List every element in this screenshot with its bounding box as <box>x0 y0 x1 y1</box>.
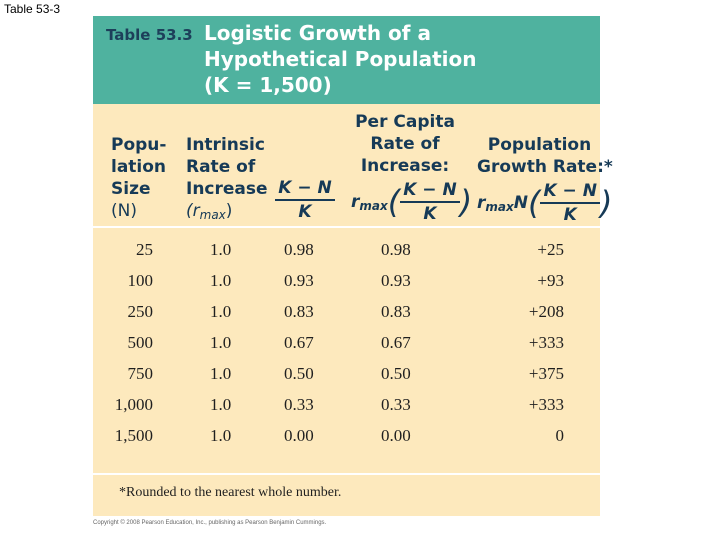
cell-k-minus-n: 0.50 <box>284 364 314 383</box>
cell-growth-rate: +333 <box>528 333 564 352</box>
header-text: Size <box>111 179 151 199</box>
header-text: Intrinsic <box>186 135 265 155</box>
rmax-symbol: (r <box>186 201 200 221</box>
column-header-intrinsic-rate <box>186 134 268 226</box>
cell-per-capita-rate: 0.93 <box>381 271 411 290</box>
header-text: Popu- <box>111 135 167 155</box>
cell-population-size: 500 <box>127 333 153 352</box>
cell-intrinsic-rate: 1.0 <box>210 302 232 321</box>
k-minus-n-fraction <box>540 180 599 226</box>
rmax-symbol: r <box>477 193 486 213</box>
cell-per-capita-rate: 0.33 <box>381 395 411 414</box>
cell-intrinsic-rate: 1.0 <box>210 271 232 290</box>
cell-per-capita-rate: 0.67 <box>381 333 411 352</box>
header-text: Rate of <box>186 157 256 177</box>
growth-formula <box>477 180 613 226</box>
cell-k-minus-n: 0.98 <box>284 240 314 259</box>
table-row <box>93 302 600 333</box>
table-row <box>93 395 600 426</box>
cell-k-minus-n: 0.33 <box>284 395 314 414</box>
cell-growth-rate: +208 <box>528 302 564 321</box>
rmax-close-paren: ) <box>225 201 233 221</box>
table-footnote: *Rounded to the nearest whole number. <box>119 485 342 500</box>
column-header-per-capita-rate <box>351 111 473 225</box>
rmax-subscript: max <box>359 199 388 213</box>
column-header-population-size <box>111 134 166 222</box>
cell-population-size: 25 <box>136 240 153 259</box>
rmax-subscript: max <box>485 200 514 214</box>
table-header-banner <box>93 16 600 104</box>
column-header-k-minus-n <box>272 177 338 223</box>
header-text: Increase <box>186 179 268 199</box>
cell-per-capita-rate: 0.50 <box>381 364 411 383</box>
cell-growth-rate: +375 <box>528 364 564 383</box>
cell-k-minus-n: 0.83 <box>284 302 314 321</box>
header-divider <box>93 226 600 228</box>
cell-growth-rate: +93 <box>537 271 564 290</box>
fraction-numerator: K − N <box>400 179 459 203</box>
table-row <box>93 240 600 271</box>
k-minus-n-fraction <box>275 177 334 223</box>
header-text: Population <box>487 135 592 155</box>
header-text: Rate of <box>370 134 440 154</box>
cell-population-size: 250 <box>127 302 153 321</box>
close-paren: ) <box>599 184 613 222</box>
cell-intrinsic-rate: 1.0 <box>210 240 232 259</box>
cell-growth-rate: +25 <box>537 240 564 259</box>
column-header-population-growth <box>477 134 613 226</box>
cell-per-capita-rate: 0.83 <box>381 302 411 321</box>
open-paren: ( <box>387 183 401 221</box>
rmax-symbol: r <box>351 192 360 212</box>
table-number: Table 53.3 <box>106 26 193 44</box>
cell-per-capita-rate: 0.98 <box>381 240 411 259</box>
table-row <box>93 364 600 395</box>
cell-k-minus-n: 0.93 <box>284 271 314 290</box>
cell-intrinsic-rate: 1.0 <box>210 395 232 414</box>
cell-intrinsic-rate: 1.0 <box>210 426 232 445</box>
footer-divider <box>93 473 600 475</box>
header-text: Per Capita <box>355 112 455 132</box>
cell-population-size: 1,500 <box>114 426 153 445</box>
cell-k-minus-n: 0.67 <box>284 333 314 352</box>
header-text: lation <box>111 157 167 177</box>
cell-per-capita-rate: 0.00 <box>381 426 411 445</box>
header-text: Increase: <box>360 156 450 176</box>
cell-population-size: 750 <box>127 364 153 383</box>
table-title-line-2: Hypothetical Population <box>204 47 477 71</box>
cell-growth-rate: 0 <box>555 426 564 445</box>
header-text: Growth Rate:* <box>477 157 613 177</box>
copyright-notice: Copyright © 2008 Pearson Education, Inc., publishing as Pearson Benjamin Cummings. <box>93 520 327 526</box>
cell-intrinsic-rate: 1.0 <box>210 333 232 352</box>
close-paren: ) <box>459 183 473 221</box>
cell-intrinsic-rate: 1.0 <box>210 364 232 383</box>
cell-population-size: 1,000 <box>114 395 153 414</box>
table-row <box>93 271 600 302</box>
cell-growth-rate: +333 <box>528 395 564 414</box>
table-title-line-1: Logistic Growth of a <box>204 21 431 45</box>
fraction-numerator: K − N <box>540 180 599 204</box>
logistic-growth-table <box>93 16 613 516</box>
header-text-rmax <box>186 200 268 226</box>
table-row <box>93 426 600 457</box>
cell-population-size: 100 <box>127 271 153 290</box>
table-title-line-3: (K = 1,500) <box>204 73 332 97</box>
rmax-subscript: max <box>199 208 226 222</box>
fraction-denominator: K <box>423 204 437 224</box>
cell-k-minus-n: 0.00 <box>284 426 314 445</box>
table-row <box>93 333 600 364</box>
k-minus-n-fraction <box>400 179 459 225</box>
header-text: (N) <box>111 201 137 221</box>
slide-title: Table 53-3 <box>4 2 61 16</box>
fraction-denominator: K <box>563 205 577 225</box>
n-symbol: N <box>513 193 528 213</box>
per-capita-formula <box>351 179 473 225</box>
open-paren: ( <box>527 184 541 222</box>
fraction-numerator: K − N <box>275 177 334 201</box>
fraction-denominator: K <box>298 202 312 222</box>
